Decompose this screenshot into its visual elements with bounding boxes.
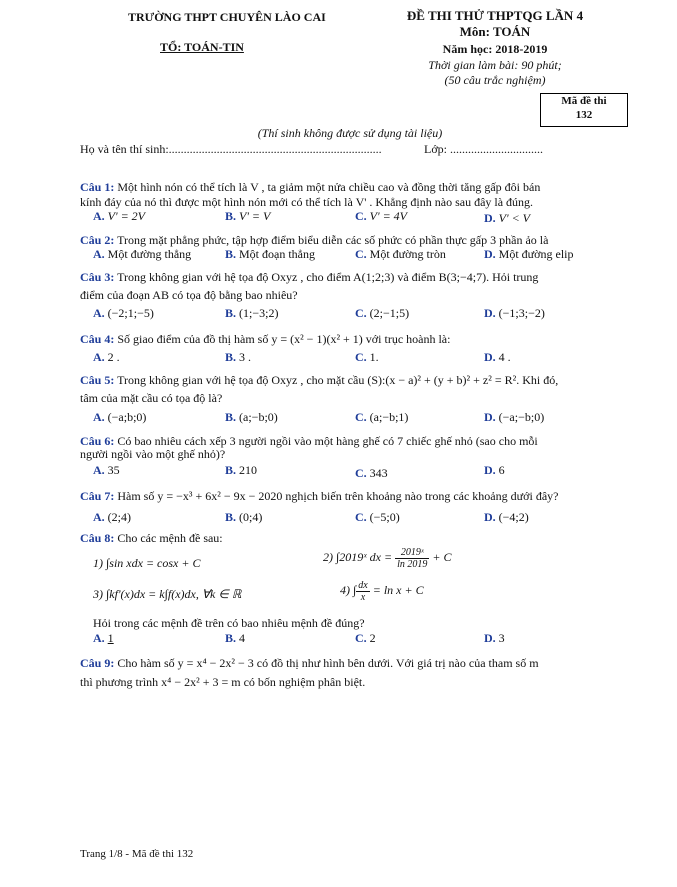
question-5 [80,373,625,387]
q4-option-d[interactable]: D. 4 . [484,350,511,364]
question-text: Số giao điểm của đồ thị hàm số y = (x² − 1)(x² + 1) với trục hoành là: [114,332,451,346]
fraction: $\frac{dx}{x}$ [358,579,368,603]
question-text: Cho hàm số y = x⁴ − 2x² − 3 có đồ thị như hình bên dưới. Với giá trị nào của tham số m [114,656,539,670]
question-2 [80,233,625,247]
q2-option-d[interactable]: D. Một đường elip [484,247,574,261]
question-text: Một hình nón có thể tích là V , ta giảm một nửa chiều cao và đồng thời tăng gấp đôi bán [114,180,541,194]
q1-option-b[interactable]: B. V' = V [225,209,271,223]
question-label: Câu 9: [80,656,115,670]
subject: Môn: TOÁN [459,24,531,39]
class-field[interactable]: Lớp: ............................... [424,142,544,156]
q6-option-c[interactable]: C. 343 [355,466,388,480]
question-label: Câu 6: [80,434,115,448]
question-text: Có bao nhiêu cách xếp 3 người ngồi vào một hàng ghế có 7 chiếc ghế nhỏ (sao cho mỗi [114,434,538,448]
question-label: Câu 3: [80,270,115,284]
school-year: Năm học: 2018-2019 [442,42,548,56]
q6-option-d[interactable]: D. 6 [484,463,505,477]
question-label: Câu 2: [80,233,115,247]
question-text: Hàm số y = −x³ + 6x² − 9x − 2020 nghịch biến trên khoảng nào trong các khoảng dưới đây? [114,489,559,503]
q8-option-b[interactable]: B. 4 [225,631,246,645]
exam-code-box [540,93,628,127]
q6-option-b[interactable]: B. 210 [225,463,258,477]
exam-code-label: Mã đề thi [561,95,607,107]
question-9 [80,656,625,670]
q2-option-a[interactable]: A. Một đường thẳng [93,247,192,261]
q5-option-b[interactable]: B. (a;−b;0) [225,410,278,424]
statement-2: 2) ∫2019ˣ dx = $\frac{\text{2019ˣ}}{\ln 2019}$ + C [323,546,452,570]
q7-option-d[interactable]: D. (−4;2) [484,510,529,524]
question-1 [80,180,625,194]
q2-option-b[interactable]: B. Một đoạn thẳng [225,247,316,261]
question-4 [80,332,625,346]
statement-1: 1) ∫sin xdx = cosx + C [93,556,201,570]
question-8 [80,531,625,545]
q1-option-d[interactable]: D. V' < V [484,211,530,225]
question-1-line-2: kính đáy của nó thì được một hình nón mới có thể tích là V' . Khẳng định nào sau đây là đúng. [80,195,534,209]
question-6 [80,434,625,448]
q3-option-b[interactable]: B. (1;−3;2) [225,306,279,320]
question-label: Câu 8: [80,531,115,545]
question-label: Câu 7: [80,489,115,503]
q6-option-a[interactable]: A. 35 [93,463,120,477]
question-label: Câu 5: [80,373,115,387]
question-6-line-2: người ngồi vào một ghế nhỏ)? [80,447,226,461]
q3-option-a[interactable]: A. (−2;1;−5) [93,306,154,320]
q5-option-c[interactable]: C. (a;−b;1) [355,410,409,424]
department: TỔ: TOÁN-TIN [160,40,244,54]
q8-option-a[interactable]: A. 1 [93,631,114,645]
question-text: Trong không gian với hệ tọa độ Oxyz , cho mặt cầu (S):(x − a)² + (y + b)² + z² = R². Khi đó, [114,373,559,387]
fraction: $\frac{\text{2019ˣ}}{\ln 2019}$ [397,546,428,570]
exam-title: ĐỀ THI THỬ THPTQG LẦN 4 [406,8,584,23]
page-footer: Trang 1/8 - Mã đề thi 132 [80,848,194,860]
q7-option-c[interactable]: C. (−5;0) [355,510,400,524]
q4-option-c[interactable]: C. 1. [355,350,379,364]
q2-option-c[interactable]: C. Một đường tròn [355,247,446,261]
question-9-line-2: thì phương trình x⁴ − 2x² + 3 = m có bốn nghiệm phân biệt. [80,675,366,689]
question-3 [80,270,625,284]
question-7 [80,489,625,503]
candidate-name-field[interactable]: Họ và tên thí sinh:....................................................................... [80,142,382,156]
question-text: Trong mặt phẳng phức, tập hợp điểm biểu diễn các số phức có phần thực gấp 3 phần ảo là [114,233,549,247]
q8-option-c[interactable]: C. 2 [355,631,376,645]
q5-option-d[interactable]: D. (−a;−b;0) [484,410,545,424]
q3-option-c[interactable]: C. (2;−1;5) [355,306,410,320]
question-count: (50 câu trắc nghiệm) [444,73,546,87]
notice: (Thí sinh không được sử dụng tài liệu) [257,126,443,140]
question-label: Câu 4: [80,332,115,346]
question-5-line-2: tâm của mặt cầu có tọa độ là? [80,391,223,405]
exam-code-value: 132 [575,109,593,121]
question-3-line-2: điểm của đoạn AB có tọa độ bằng bao nhiêu? [80,288,298,302]
q4-option-b[interactable]: B. 3 . [225,350,252,364]
q4-option-a[interactable]: A. 2 . [93,350,120,364]
q8-prompt: Hỏi trong các mệnh đề trên có bao nhiêu mệnh đề đúng? [93,616,365,630]
question-text: Cho các mệnh đề sau: [114,531,223,545]
q1-option-a[interactable]: A. V' = 2V [93,209,145,223]
q1-option-c[interactable]: C. V' = 4V [355,209,407,223]
school-name: TRƯỜNG THPT CHUYÊN LÀO CAI [128,10,326,24]
question-text: Trong không gian với hệ tọa độ Oxyz , cho điểm A(1;2;3) và điểm B(3;−4;7). Hỏi trung [114,270,539,284]
statement-3: 3) ∫kf'(x)dx = k∫f(x)dx, ∀k ∈ ℝ [93,587,242,601]
q5-option-a[interactable]: A. (−a;b;0) [93,410,147,424]
statement-4: 4) ∫ $\frac{dx}{x}$ = ln x + C [340,579,424,603]
q7-option-a[interactable]: A. (2;4) [93,510,131,524]
q3-option-d[interactable]: D. (−1;3;−2) [484,306,545,320]
exam-time: Thời gian làm bài: 90 phút; [428,58,562,72]
q8-option-d[interactable]: D. 3 [484,631,505,645]
q7-option-b[interactable]: B. (0;4) [225,510,263,524]
question-label: Câu 1: [80,180,115,194]
